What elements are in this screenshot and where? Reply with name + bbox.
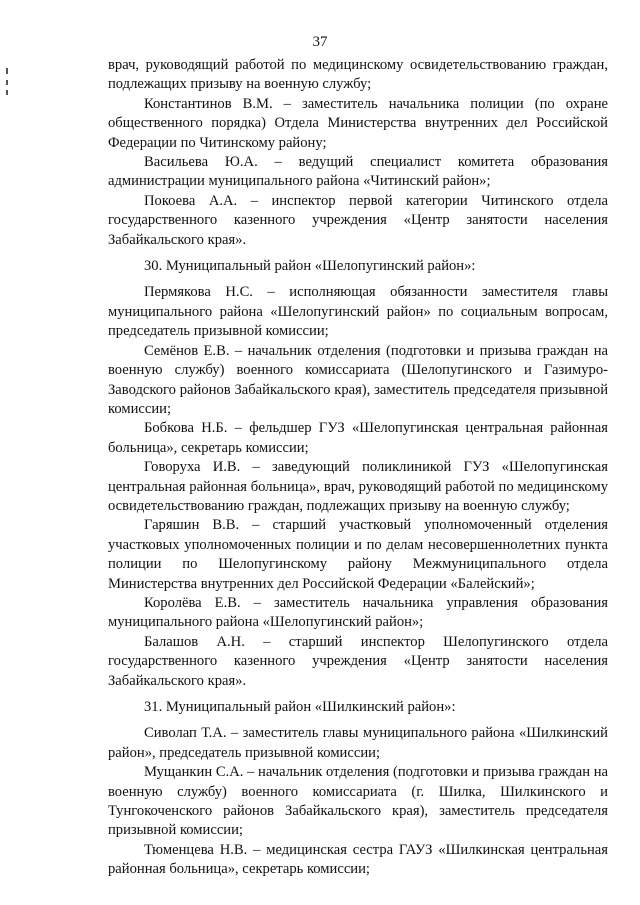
paragraph: Сиволап Т.А. – заместитель главы муниципального района «Шилкинский район», председатель призывной комиссии; <box>108 725 608 761</box>
binding-mark <box>6 68 8 74</box>
section-heading: 30. Муниципальный район «Шелопугинский район»: <box>144 258 476 275</box>
paragraph: Бобкова Н.Б. – фельдшер ГУЗ «Шелопугинская центральная районная больница», секретарь комиссии; <box>108 420 608 456</box>
paragraph: Семёнов Е.В. – начальник отделения (подготовки и призыва граждан на военную службу) военного комиссариата (Шелопугинского и Газимуро-Заводского районов Забайкальского края), заместитель председателя призывной комиссии; <box>108 342 608 417</box>
paragraph: Покоева А.А. – инспектор первой категории Читинского отдела государственного казенного учреждения «Центр занятости населения Забайкальского края». <box>108 192 608 248</box>
binding-mark <box>6 80 8 85</box>
paragraph: Тюменцева Н.В. – медицинская сестра ГАУЗ «Шилкинская центральная районная больница», секретарь комиссии; <box>108 841 608 878</box>
paragraph: врач, руководящий работой по медицинскому освидетельствованию граждан, подлежащих призыву на военную службу; <box>108 57 608 93</box>
paragraph: Королёва Е.В. – заместитель начальника управления образования муниципального района «Шелопугинский район»; <box>108 594 608 631</box>
paragraph: Говоруха И.В. – заведующий поликлиникой ГУЗ «Шелопугинская центральная районная больница», врач, руководящий работой по медицинскому освидетельствованию граждан, подлежащих призыву на военную службу; <box>108 459 608 514</box>
paragraph: Мущанкин С.А. – начальник отделения (подготовки и призыва граждан на военную службу) военного комиссариата (г. Шилка, Шилкинского и Тунгокоченского районов Забайкальского края), заместитель председателя призывной комиссии; <box>108 764 608 839</box>
binding-mark <box>6 90 8 95</box>
page-number: 37 <box>312 34 328 50</box>
paragraph: Васильева Ю.А. – ведущий специалист комитета образования администрации муниципального района «Читинский район»; <box>108 154 608 190</box>
paragraph: Пермякова Н.С. – исполняющая обязанности заместителя главы муниципального района «Шелопугинский район» по социальным вопросам, председатель призывной комиссии; <box>108 284 608 340</box>
paragraph: Балашов А.Н. – старший инспектор Шелопугинского отдела государственного казенного учреждения «Центр занятости населения Забайкальского края». <box>108 633 608 689</box>
section-heading: 31. Муниципальный район «Шилкинский район»: <box>144 699 456 715</box>
document-body <box>108 56 608 880</box>
paragraph: Гаряшин В.В. – старший участковый уполномоченный отделения участковых уполномоченных полиции и по делам несовершеннолетних пункта полиции по Шелопугинскому району Межмуниципального отдела Министерства внутренних дел Российской Федерации «Балейский»; <box>108 517 608 592</box>
paragraph: Константинов В.М. – заместитель начальника полиции (по охране общественного порядка) Отдела Министерства внутренних дел Российской Федерации по Читинскому району; <box>108 95 608 151</box>
